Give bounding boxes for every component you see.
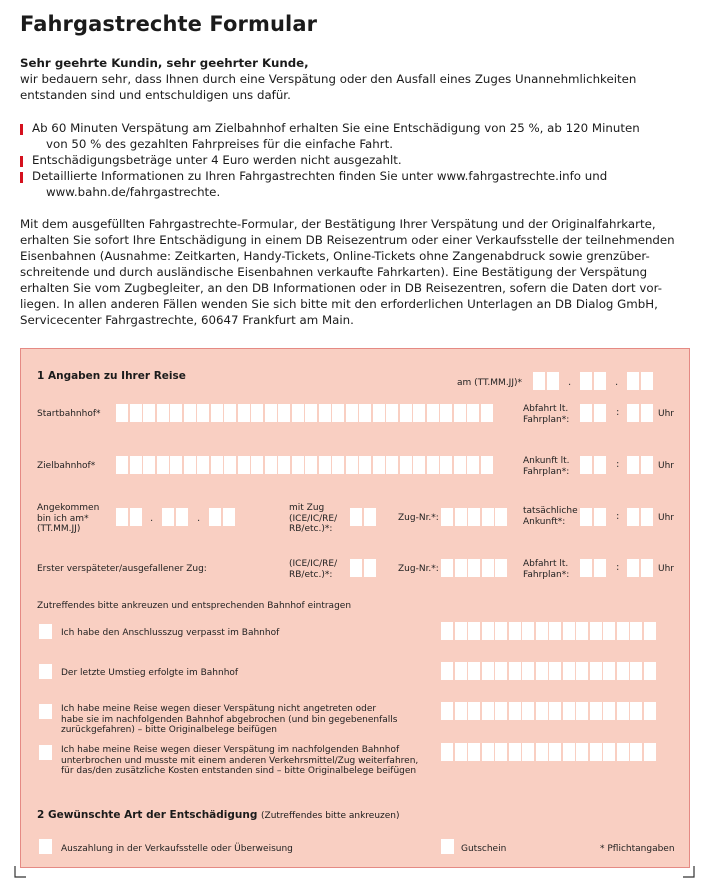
departure-label: Abfahrt lt. Fahrplan*:	[523, 559, 570, 580]
actual-arrival-minute-field[interactable]	[627, 508, 654, 526]
input-cell[interactable]	[482, 702, 494, 720]
input-cell[interactable]	[482, 559, 494, 577]
input-cell[interactable]	[292, 404, 304, 422]
input-cell[interactable]	[536, 622, 548, 640]
input-cell[interactable]	[455, 622, 467, 640]
bullet-marker	[20, 172, 23, 183]
page-title: Fahrgastrechte Formular	[20, 12, 318, 36]
input-cell[interactable]	[130, 404, 142, 422]
input-cell[interactable]	[590, 743, 602, 761]
input-cell[interactable]	[603, 662, 615, 680]
bullet-marker	[20, 156, 23, 167]
input-cell[interactable]	[350, 559, 362, 577]
input-cell[interactable]	[481, 456, 493, 474]
input-cell[interactable]	[373, 404, 385, 422]
input-cell[interactable]	[373, 456, 385, 474]
paragraph-line: erhalten Sie sofort Ihre Entschädigung in einem DB Reisezentrum oder einer Verkaufsstelle der teilnehmenden	[20, 233, 675, 247]
input-cell[interactable]	[468, 559, 480, 577]
input-cell[interactable]	[332, 456, 344, 474]
option-label: Der letzte Umstieg erfolgte im Bahnhof	[61, 668, 239, 678]
paragraph-line: Servicecenter Fahrgastrechte, 60647 Frankfurt am Main.	[20, 313, 354, 327]
first-train-type-field[interactable]	[350, 559, 377, 577]
input-cell[interactable]	[116, 508, 128, 526]
input-cell[interactable]	[644, 702, 656, 720]
input-cell[interactable]	[116, 456, 128, 474]
input-cell[interactable]	[495, 662, 507, 680]
crop-mark-icon	[14, 866, 26, 878]
input-cell[interactable]	[522, 662, 534, 680]
input-cell[interactable]	[209, 508, 221, 526]
destination-station-label: Zielbahnhof*	[37, 461, 96, 471]
input-cell[interactable]	[441, 702, 453, 720]
option-label: Ich habe meine Reise wegen dieser Verspätung im nachfolgenden Bahnhof unterbrochen und musste mit einem anderen Verkehrsmittel/Zug weiterfahren, für das/den zusätzliche Kosten entstanden sind – bitte Originalbelege beifügen	[61, 745, 419, 776]
input-cell[interactable]	[197, 404, 209, 422]
input-cell[interactable]	[278, 456, 290, 474]
input-cell[interactable]	[130, 456, 142, 474]
date-separator: .	[197, 513, 201, 524]
input-cell[interactable]	[468, 662, 480, 680]
first-train-number-field[interactable]	[441, 559, 509, 577]
input-cell[interactable]	[536, 662, 548, 680]
input-cell[interactable]	[644, 662, 656, 680]
input-cell[interactable]	[495, 559, 507, 577]
input-cell[interactable]	[441, 662, 453, 680]
input-cell[interactable]	[346, 404, 358, 422]
alternative-transport-checkbox[interactable]	[39, 745, 52, 760]
date-separator: .	[568, 377, 572, 388]
input-cell[interactable]	[162, 508, 174, 526]
time-separator: :	[616, 511, 620, 522]
input-cell[interactable]	[495, 702, 507, 720]
input-cell[interactable]	[116, 404, 128, 422]
greeting: Sehr geehrte Kundin, sehr geehrter Kunde,	[20, 56, 309, 70]
last-transfer-station-field[interactable]	[441, 662, 657, 680]
train-number-field[interactable]	[441, 508, 509, 526]
arrived-day-field[interactable]	[116, 508, 143, 526]
input-cell[interactable]	[223, 508, 235, 526]
time-separator: :	[616, 407, 620, 418]
input-cell[interactable]	[184, 404, 196, 422]
first-train-hour-field[interactable]	[580, 559, 607, 577]
input-cell[interactable]	[603, 622, 615, 640]
input-cell[interactable]	[305, 456, 317, 474]
input-cell[interactable]	[427, 456, 439, 474]
input-cell[interactable]	[455, 743, 467, 761]
input-cell[interactable]	[590, 662, 602, 680]
input-cell[interactable]	[522, 702, 534, 720]
input-cell[interactable]	[455, 559, 467, 577]
input-cell[interactable]	[440, 404, 452, 422]
input-cell[interactable]	[630, 702, 642, 720]
input-cell[interactable]	[441, 743, 453, 761]
date-month-field[interactable]	[580, 372, 607, 390]
input-cell[interactable]	[455, 662, 467, 680]
input-cell[interactable]	[224, 456, 236, 474]
bullet-marker	[20, 124, 23, 135]
train-type-field[interactable]	[350, 508, 377, 526]
input-cell[interactable]	[495, 743, 507, 761]
input-cell[interactable]	[603, 702, 615, 720]
actual-arrival-hour-field[interactable]	[580, 508, 607, 526]
option-label: Ich habe den Anschlusszug verpasst im Bahnhof	[61, 628, 280, 638]
first-delayed-train-label: Erster verspäteter/ausgefallener Zug:	[37, 564, 207, 574]
required-note: * Pflichtangaben	[600, 844, 675, 854]
input-cell[interactable]	[441, 622, 453, 640]
destination-station-field[interactable]	[116, 456, 494, 474]
input-cell[interactable]	[157, 404, 169, 422]
paragraph-line: Mit dem ausgefüllten Fahrgastrechte-Formular, der Bestätigung Ihrer Verspätung und der Originalfahrkarte,	[20, 217, 656, 231]
input-cell[interactable]	[454, 456, 466, 474]
start-station-label: Startbahnhof*	[37, 409, 101, 419]
input-cell[interactable]	[143, 404, 155, 422]
input-cell[interactable]	[549, 743, 561, 761]
input-cell[interactable]	[468, 743, 480, 761]
input-cell[interactable]	[400, 404, 412, 422]
input-cell[interactable]	[549, 622, 561, 640]
input-cell[interactable]	[563, 743, 575, 761]
crop-mark-icon	[683, 866, 695, 878]
arrived-date-label: Angekommen bin ich am* (TT.MM.JJ)	[37, 503, 100, 534]
input-cell[interactable]	[580, 456, 592, 474]
input-cell[interactable]	[482, 662, 494, 680]
section-1-heading: 1 Angaben zu Ihrer Reise	[37, 370, 186, 382]
input-cell[interactable]	[509, 662, 521, 680]
input-cell[interactable]	[184, 456, 196, 474]
input-cell[interactable]	[509, 702, 521, 720]
input-cell[interactable]	[644, 743, 656, 761]
input-cell[interactable]	[211, 456, 223, 474]
input-cell[interactable]	[468, 622, 480, 640]
input-cell[interactable]	[305, 404, 317, 422]
input-cell[interactable]	[265, 456, 277, 474]
input-cell[interactable]	[641, 372, 653, 390]
input-cell[interactable]	[238, 456, 250, 474]
paragraph-line: liegen. In allen anderen Fällen wenden Sie sich bitte mit den erforderlichen Unterlagen an DB Dialog GmbH,	[20, 297, 658, 311]
input-cell[interactable]	[224, 404, 236, 422]
arrival-minute-field[interactable]	[627, 456, 654, 474]
date-separator: .	[615, 377, 619, 388]
input-cell[interactable]	[536, 702, 548, 720]
paragraph-line: Eisenbahnen (Ausnahme: Zeitkarten, Handy-Tickets, Online-Tickets ohne Zangenabdruck sowie grenzüber-	[20, 249, 650, 263]
train-number-label: Zug-Nr.*:	[398, 564, 439, 574]
input-cell[interactable]	[319, 456, 331, 474]
input-cell[interactable]	[580, 508, 592, 526]
input-cell[interactable]	[157, 456, 169, 474]
input-cell[interactable]	[359, 404, 371, 422]
uhr-label: Uhr	[658, 409, 674, 419]
input-cell[interactable]	[251, 456, 263, 474]
departure-label: Abfahrt lt. Fahrplan*:	[523, 404, 570, 425]
input-cell[interactable]	[576, 743, 588, 761]
arrived-month-field[interactable]	[162, 508, 189, 526]
arrival-hour-field[interactable]	[580, 456, 607, 474]
input-cell[interactable]	[594, 508, 606, 526]
input-cell[interactable]	[495, 622, 507, 640]
input-cell[interactable]	[359, 456, 371, 474]
input-cell[interactable]	[627, 559, 639, 577]
input-cell[interactable]	[468, 702, 480, 720]
input-cell[interactable]	[265, 404, 277, 422]
input-cell[interactable]	[495, 508, 507, 526]
input-cell[interactable]	[143, 456, 155, 474]
input-cell[interactable]	[319, 404, 331, 422]
date-day-field[interactable]	[533, 372, 560, 390]
input-cell[interactable]	[364, 559, 376, 577]
input-cell[interactable]	[482, 743, 494, 761]
input-cell[interactable]	[386, 456, 398, 474]
input-cell[interactable]	[292, 456, 304, 474]
input-cell[interactable]	[413, 456, 425, 474]
option-label: Ich habe meine Reise wegen dieser Verspätung nicht angetreten oder habe sie im nachfolgenden Bahnhof abgebrochen (und bin gegebenenfalls zurückgefahren) – bitte Originalbelege beifügen	[61, 704, 398, 735]
input-cell[interactable]	[580, 559, 592, 577]
input-cell[interactable]	[549, 702, 561, 720]
input-cell[interactable]	[590, 622, 602, 640]
departure-minute-field[interactable]	[627, 404, 654, 422]
input-cell[interactable]	[549, 662, 561, 680]
date-separator: .	[150, 513, 154, 524]
input-cell[interactable]	[400, 456, 412, 474]
input-cell[interactable]	[627, 404, 639, 422]
input-cell[interactable]	[617, 743, 629, 761]
input-cell[interactable]	[440, 456, 452, 474]
input-cell[interactable]	[563, 702, 575, 720]
input-cell[interactable]	[238, 404, 250, 422]
input-cell[interactable]	[627, 372, 639, 390]
input-cell[interactable]	[641, 404, 653, 422]
input-cell[interactable]	[346, 456, 358, 474]
input-cell[interactable]	[617, 702, 629, 720]
input-cell[interactable]	[576, 622, 588, 640]
input-cell[interactable]	[197, 456, 209, 474]
input-cell[interactable]	[594, 372, 606, 390]
input-cell[interactable]	[364, 508, 376, 526]
input-cell[interactable]	[468, 508, 480, 526]
voucher-checkbox[interactable]	[441, 839, 454, 854]
input-cell[interactable]	[644, 622, 656, 640]
time-separator: :	[616, 562, 620, 573]
input-cell[interactable]	[509, 622, 521, 640]
input-cell[interactable]	[563, 662, 575, 680]
input-cell[interactable]	[617, 662, 629, 680]
uhr-label: Uhr	[658, 513, 674, 523]
missed-connection-checkbox[interactable]	[39, 624, 52, 639]
input-cell[interactable]	[580, 372, 592, 390]
actual-arrival-label: tatsächliche Ankunft*:	[523, 506, 578, 527]
train-number-label: Zug-Nr.*:	[398, 513, 439, 523]
intro-line: wir bedauern sehr, dass Ihnen durch eine Verspätung oder den Ausfall eines Zuges Unannehmlichkeiten	[20, 72, 637, 86]
input-cell[interactable]	[350, 508, 362, 526]
input-cell[interactable]	[627, 508, 639, 526]
input-cell[interactable]	[590, 702, 602, 720]
input-cell[interactable]	[617, 622, 629, 640]
train-type-label: mit Zug (ICE/IC/RE/ RB/etc.)*:	[289, 503, 338, 534]
input-cell[interactable]	[641, 456, 653, 474]
input-cell[interactable]	[482, 508, 494, 526]
input-cell[interactable]	[130, 508, 142, 526]
first-train-minute-field[interactable]	[627, 559, 654, 577]
input-cell[interactable]	[170, 456, 182, 474]
input-cell[interactable]	[481, 404, 493, 422]
time-separator: :	[616, 459, 620, 470]
bullet-text: von 50 % des gezahlten Fahrpreises für die einfache Fahrt.	[46, 137, 393, 151]
checkbox-instruction: Zutreffendes bitte ankreuzen und entsprechenden Bahnhof eintragen	[37, 601, 352, 611]
trip-cancelled-checkbox[interactable]	[39, 704, 52, 719]
input-cell[interactable]	[251, 404, 263, 422]
missed-connection-station-field[interactable]	[441, 622, 657, 640]
input-cell[interactable]	[441, 508, 453, 526]
input-cell[interactable]	[630, 662, 642, 680]
uhr-label: Uhr	[658, 564, 674, 574]
input-cell[interactable]	[427, 404, 439, 422]
paragraph-line: schreitende und durch ausländische Eisenbahnen verkaufte Fahrkarten). Eine Bestätigung der Verspätung	[20, 265, 648, 279]
input-cell[interactable]	[278, 404, 290, 422]
bullet-text: Detaillierte Informationen zu Ihren Fahrgastrechten finden Sie unter www.fahrgastrechte.info und	[32, 169, 608, 183]
date-label: am (TT.MM.JJ)*	[457, 378, 522, 388]
input-cell[interactable]	[594, 404, 606, 422]
input-cell[interactable]	[576, 702, 588, 720]
input-cell[interactable]	[211, 404, 223, 422]
input-cell[interactable]	[509, 743, 521, 761]
start-station-field[interactable]	[116, 404, 494, 422]
input-cell[interactable]	[455, 508, 467, 526]
bullet-text: www.bahn.de/fahrgastrechte.	[46, 185, 221, 199]
last-transfer-checkbox[interactable]	[39, 664, 52, 679]
input-cell[interactable]	[413, 404, 425, 422]
train-type-label: (ICE/IC/RE/ RB/etc.)*:	[289, 559, 338, 580]
input-cell[interactable]	[603, 743, 615, 761]
input-cell[interactable]	[467, 404, 479, 422]
input-cell[interactable]	[522, 743, 534, 761]
date-year-field[interactable]	[627, 372, 654, 390]
input-cell[interactable]	[482, 622, 494, 640]
input-cell[interactable]	[563, 622, 575, 640]
paragraph-line: erhalten Sie vom Zugbegleiter, an den DB Informationen oder in DB Reisezentren, sofern die Daten dort vor-	[20, 281, 662, 295]
input-cell[interactable]	[455, 702, 467, 720]
payout-label: Auszahlung in der Verkaufsstelle oder Überweisung	[61, 844, 293, 854]
bullet-text: Ab 60 Minuten Verspätung am Zielbahnhof erhalten Sie eine Entschädigung von 25 %, ab 120 Minuten	[32, 121, 640, 135]
arrived-year-field[interactable]	[209, 508, 236, 526]
intro-line: entstanden sind und entschuldigen uns dafür.	[20, 88, 291, 102]
trip-cancelled-station-field[interactable]	[441, 702, 657, 720]
input-cell[interactable]	[547, 372, 559, 390]
input-cell[interactable]	[454, 404, 466, 422]
input-cell[interactable]	[594, 559, 606, 577]
input-cell[interactable]	[576, 662, 588, 680]
alternative-transport-station-field[interactable]	[441, 743, 657, 761]
input-cell[interactable]	[630, 743, 642, 761]
claim-form	[20, 348, 690, 868]
bullet-text: Entschädigungsbeträge unter 4 Euro werden nicht ausgezahlt.	[32, 153, 402, 167]
input-cell[interactable]	[176, 508, 188, 526]
uhr-label: Uhr	[658, 461, 674, 471]
section-2-heading: 2 Gewünschte Art der Entschädigung (Zutreffendes bitte ankreuzen)	[37, 809, 400, 821]
input-cell[interactable]	[536, 743, 548, 761]
input-cell[interactable]	[522, 622, 534, 640]
input-cell[interactable]	[594, 456, 606, 474]
voucher-label: Gutschein	[461, 844, 507, 854]
input-cell[interactable]	[533, 372, 545, 390]
payout-checkbox[interactable]	[39, 839, 52, 854]
input-cell[interactable]	[641, 559, 653, 577]
input-cell[interactable]	[641, 508, 653, 526]
input-cell[interactable]	[332, 404, 344, 422]
departure-hour-field[interactable]	[580, 404, 607, 422]
input-cell[interactable]	[170, 404, 182, 422]
input-cell[interactable]	[627, 456, 639, 474]
arrival-label: Ankunft lt. Fahrplan*:	[523, 456, 570, 477]
input-cell[interactable]	[580, 404, 592, 422]
input-cell[interactable]	[467, 456, 479, 474]
input-cell[interactable]	[630, 622, 642, 640]
input-cell[interactable]	[386, 404, 398, 422]
input-cell[interactable]	[441, 559, 453, 577]
